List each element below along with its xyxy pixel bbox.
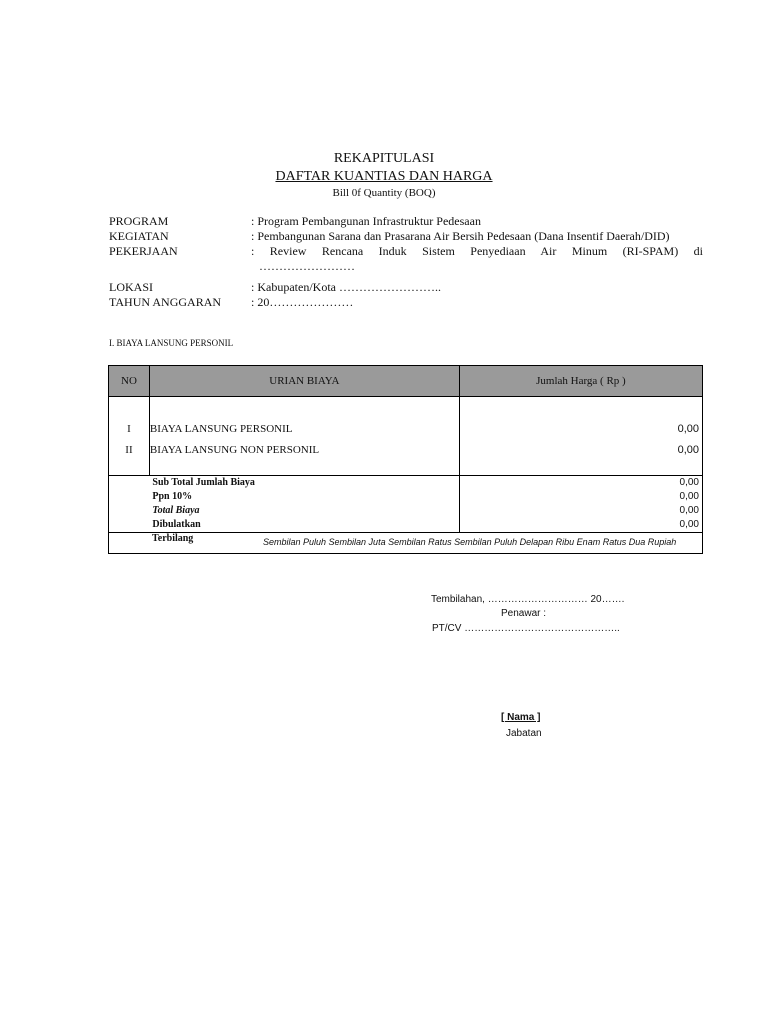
summary-row	[109, 490, 703, 504]
summary-row	[109, 504, 703, 518]
signer-position: Jabatan	[506, 728, 542, 739]
summary-row	[109, 476, 703, 491]
section-title: I. BIAYA LANSUNG PERSONIL	[109, 338, 234, 348]
summary-label: Ppn 10%	[149, 490, 459, 504]
item-amount: 0,00	[459, 435, 702, 465]
info-row-program	[109, 214, 703, 229]
summary-amount: 0,00	[459, 518, 702, 533]
project-info	[109, 214, 703, 310]
program-value: : Program Pembangunan Infrastruktur Pedesaan	[251, 214, 481, 228]
item-no: II	[109, 435, 150, 465]
pekerjaan-value-line1: : Review Rencana Induk Sistem Penyediaan Air Minum (RI-SPAM) di	[251, 244, 703, 258]
item-description: BIAYA LANSUNG NON PERSONIL	[149, 435, 459, 465]
bidder-label: Penawar :	[501, 608, 547, 619]
lokasi-label: LOKASI	[109, 280, 153, 294]
tahun-label: TAHUN ANGGARAN	[109, 295, 222, 309]
header-no: NO	[109, 366, 150, 397]
table-header-row	[109, 366, 703, 397]
company-line: PT/CV ………………………………………..	[432, 623, 620, 634]
terbilang-text: Sembilan Puluh Sembilan Juta Sembilan Ratus Sembilan Puluh Delapan Ribu Enam Ratus Dua Rupiah	[263, 537, 677, 547]
header-jumlah: Jumlah Harga ( Rp )	[459, 366, 702, 397]
kegiatan-label: KEGIATAN	[109, 229, 169, 243]
info-row-pekerjaan-cont	[109, 259, 703, 274]
pekerjaan-value-line2: ……………………	[259, 259, 355, 273]
info-row-kegiatan	[109, 229, 703, 244]
item-amount: 0,00	[459, 397, 702, 436]
table-row	[109, 397, 703, 436]
summary-amount: 0,00	[459, 490, 702, 504]
summary-label: Sub Total Jumlah Biaya	[149, 476, 459, 491]
place-date: Tembilahan, ………………………… 20…….	[431, 594, 625, 605]
signer-name: [ Nama ]	[501, 712, 541, 723]
info-row-pekerjaan	[109, 244, 703, 259]
info-row-lokasi	[109, 280, 703, 295]
header-uraian: URIAN BIAYA	[149, 366, 459, 397]
table-row	[109, 435, 703, 465]
item-no: I	[109, 397, 150, 436]
program-label: PROGRAM	[109, 214, 169, 228]
item-description: BIAYA LANSUNG PERSONIL	[149, 397, 459, 436]
kegiatan-value: : Pembangunan Sarana dan Prasarana Air Bersih Pedesaan (Dana Insentif Daerah/DID)	[251, 229, 670, 243]
terbilang-row	[109, 533, 703, 554]
terbilang-label: Terbilang	[152, 533, 194, 544]
document-title-block	[0, 150, 768, 200]
subtitle-boq: Bill 0f Quantity (BOQ)	[332, 187, 436, 199]
boq-table	[108, 365, 703, 554]
info-row-tahun	[109, 295, 703, 310]
summary-label: Dibulatkan	[149, 518, 459, 533]
tahun-value: : 20…………………	[251, 295, 354, 309]
title-rekapitulasi: REKAPITULASI	[333, 151, 435, 166]
summary-label: Total Biaya	[149, 504, 459, 518]
summary-amount: 0,00	[459, 476, 702, 491]
title-daftar-kuantitas: DAFTAR KUANTIAS DAN HARGA	[275, 169, 493, 184]
summary-amount: 0,00	[459, 504, 702, 518]
summary-row	[109, 518, 703, 533]
pekerjaan-label: PEKERJAAN	[109, 244, 178, 258]
lokasi-value: : Kabupaten/Kota ……………………..	[251, 280, 441, 294]
